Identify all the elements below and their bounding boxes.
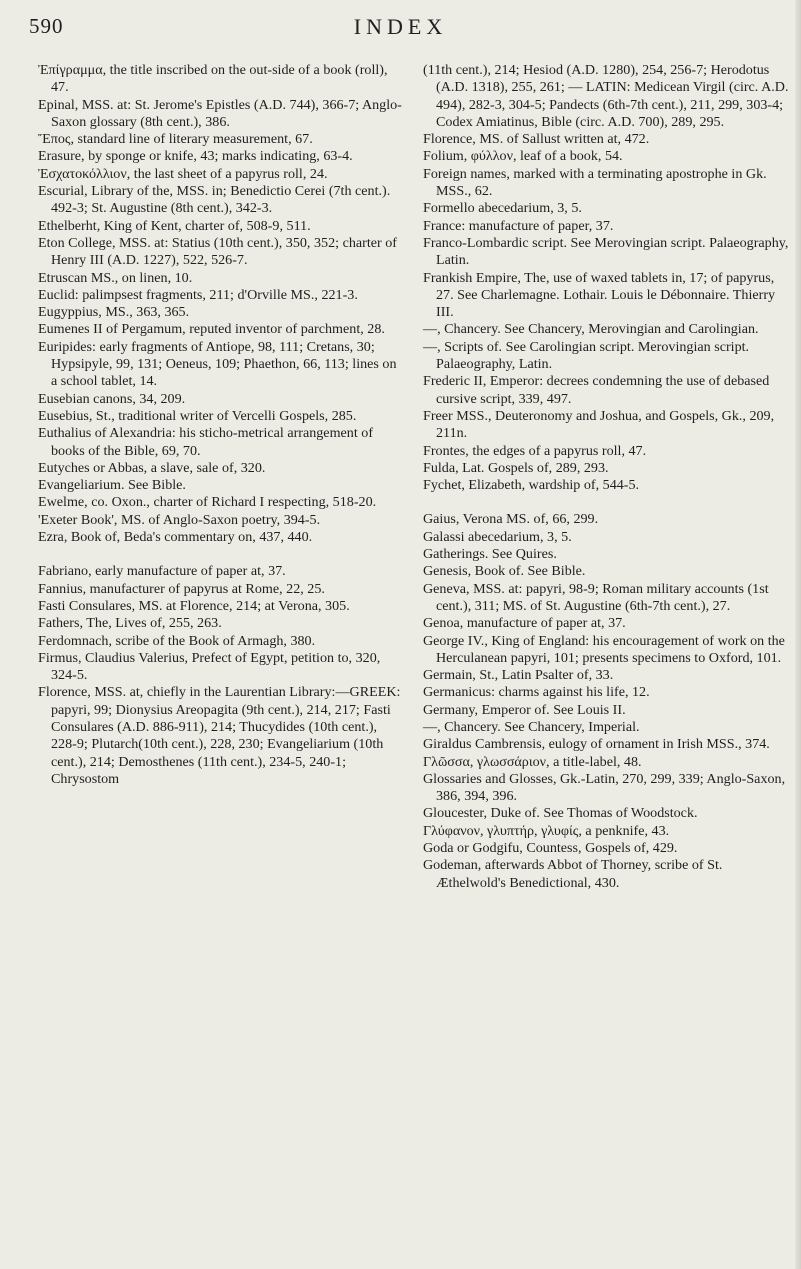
index-entry: Germanicus: charms against his life, 12. — [423, 684, 650, 701]
index-entry: Eugyppius, MS., 363, 365. — [38, 304, 190, 321]
index-entry: Ἐσχατοκόλλιον, the last sheet of a papyrus roll, 24. — [38, 165, 328, 182]
index-entry: Frederic II, Emperor: decrees condemning the use of debased cursive script, 339, 497. — [423, 373, 770, 407]
index-entry: Frankish Empire, The, use of waxed tablets in, 17; of papyrus, 27. See Charlemagne. Lothair. Louis le Débonnaire. Thierry III. — [423, 269, 776, 321]
index-entry: Eutyches or Abbas, a slave, sale of, 320. — [38, 459, 266, 476]
index-entry: Glossaries and Glosses, Gk.-Latin, 270, 299, 339; Anglo-Saxon, 386, 394, 396. — [423, 770, 786, 805]
index-entry: Giraldus Cambrensis, eulogy of ornament in Irish MSS., 374. — [423, 736, 770, 753]
index-entry: Euclid: palimpsest fragments, 211; d'Orville MS., 221-3. — [38, 286, 358, 303]
left-column — [38, 62, 404, 788]
index-entry: Formello abecedarium, 3, 5. — [423, 200, 582, 217]
section-gap — [423, 494, 789, 511]
index-entry: Ἔπος, standard line of literary measurement, 67. — [38, 131, 313, 148]
index-entry: Ἐπίγραμμα, the title inscribed on the out-side of a book (roll), 47. — [38, 62, 388, 96]
index-entry: Eton College, MSS. at: Statius (10th cent.), 350, 352; charter of Henry III (A.D. 1227), 522, 526-7. — [38, 234, 397, 269]
index-entry: Ezra, Book of, Beda's commentary on, 437, 440. — [38, 529, 313, 546]
index-entry: Gatherings. See Quires. — [423, 546, 557, 563]
index-entry: Germany, Emperor of. See Louis II. — [423, 701, 626, 718]
page-number: 590 — [29, 14, 64, 38]
index-entry: Florence, MSS. at, chiefly in the Laurentian Library:—GREEK: papyri, 99; Dionysius Areopagita (9th cent.), 214, 217; Fasti Consulares (A.D. 886-911), 214; Thucydides (10th cent.), 228-9; Plutarch(10th cent.), 228, 230; Evangeliarium (10th cent.), 214; Demosthenes (11th cent.), 234-5, 240-1; Chrysostom — [38, 684, 401, 787]
index-entry: Freer MSS., Deuteronomy and Joshua, and Gospels, Gk., 209, 211n. — [423, 407, 775, 442]
index-entry: Fasti Consulares, MS. at Florence, 214; at Verona, 305. — [38, 597, 350, 614]
index-entry: George IV., King of England: his encouragement of work on the Herculanean papyri, 101; presents specimens to Oxford, 101. — [423, 632, 785, 666]
index-entry: Godeman, afterwards Abbot of Thorney, scribe of St. Æthelwold's Benedictional, 430. — [423, 857, 723, 891]
index-entry: Epinal, MSS. at: St. Jerome's Epistles (A.D. 744), 366-7; Anglo-Saxon glossary (8th cent.), 386. — [38, 96, 402, 130]
index-entry: Γλῶσσα, γλωσσάριον, a title-label, 48. — [423, 753, 642, 770]
right-column — [423, 62, 789, 892]
index-entry: Euripides: early fragments of Antiope, 98, 111; Cretans, 30; Hypsipyle, 99, 131; Oeneus, 109; Phaethon, 66, 113; lines on a school tablet, 14. — [38, 338, 397, 390]
index-entry: Erasure, by sponge or knife, 43; marks indicating, 63-4. — [38, 148, 353, 165]
index-entry: Gloucester, Duke of. See Thomas of Woodstock. — [423, 805, 698, 822]
index-entry: Ewelme, co. Oxon., charter of Richard I respecting, 518-20. — [38, 494, 377, 511]
index-entry: Fathers, The, Lives of, 255, 263. — [38, 615, 222, 632]
page-edge — [795, 0, 801, 1269]
index-entry: Galassi abecedarium, 3, 5. — [423, 528, 572, 545]
index-entry: Eumenes II of Pergamum, reputed inventor of parchment, 28. — [38, 321, 385, 338]
index-entry: Escurial, Library of the, MSS. in; Benedictio Cerei (7th cent.). 492-3; St. Augustine (8th cent.), 342-3. — [38, 183, 391, 217]
index-entry: Genesis, Book of. See Bible. — [423, 563, 586, 580]
index-entry: Firmus, Claudius Valerius, Prefect of Egypt, petition to, 320, 324-5. — [38, 649, 381, 684]
index-entry: Franco-Lombardic script. See Merovingian script. Palaeography, Latin. — [423, 234, 789, 269]
index-entry: Gaius, Verona MS. of, 66, 299. — [423, 511, 599, 528]
index-entry: Florence, MS. of Sallust written at, 472. — [423, 131, 650, 148]
index-entry: Eusebius, St., traditional writer of Vercelli Gospels, 285. — [38, 407, 357, 424]
index-entry: Fulda, Lat. Gospels of, 289, 293. — [423, 459, 609, 476]
index-entry: 'Exeter Book', MS. of Anglo-Saxon poetry, 394-5. — [38, 511, 321, 528]
index-entry: Foreign names, marked with a terminating apostrophe in Gk. MSS., 62. — [423, 165, 767, 200]
index-entry: Eusebian canons, 34, 209. — [38, 390, 186, 407]
index-entry: (11th cent.), 214; Hesiod (A.D. 1280), 254, 256-7; Herodotus (A.D. 1318), 255, 261; — LATIN: Medicean Virgil (circ. A.D. 494), 282-3, 304-5; Pandects (6th-7th cent.), 211, 299, 303-4; Codex Amiatinus, Bible (circ. A.D. 700), 289, 295. — [423, 62, 789, 130]
page-title: INDEX — [353, 14, 448, 39]
index-entry: Evangeliarium. See Bible. — [38, 477, 186, 494]
index-entry: Goda or Godgifu, Countess, Gospels of, 429. — [423, 840, 678, 857]
index-entry: France: manufacture of paper, 37. — [423, 217, 614, 234]
index-entry: —, Scripts of. See Carolingian script. Merovingian script. Palaeography, Latin. — [423, 338, 750, 373]
index-entry: Ferdomnach, scribe of the Book of Armagh, 380. — [38, 632, 316, 649]
index-entry: Folium, φύλλον, leaf of a book, 54. — [423, 148, 623, 165]
index-entry: —, Chancery. See Chancery, Imperial. — [423, 718, 640, 735]
section-gap — [38, 546, 404, 563]
index-entry: Etruscan MS., on linen, 10. — [38, 269, 193, 286]
index-entry: Γλύφανον, γλυπτήρ, γλυφίς, a penknife, 43. — [423, 822, 670, 839]
index-entry: Geneva, MSS. at: papyri, 98-9; Roman military accounts (1st cent.), 311; MS. of St. Augustine (6th-7th cent.), 27. — [423, 580, 769, 614]
index-entry: Fannius, manufacturer of papyrus at Rome, 22, 25. — [38, 580, 325, 597]
index-entry: Germain, St., Latin Psalter of, 33. — [423, 667, 614, 684]
index-entry: Frontes, the edges of a papyrus roll, 47. — [423, 442, 647, 459]
index-entry: Fabriano, early manufacture of paper at, 37. — [38, 563, 286, 580]
index-entry: —, Chancery. See Chancery, Merovingian and Carolingian. — [423, 321, 759, 338]
index-entry: Fychet, Elizabeth, wardship of, 544-5. — [423, 477, 640, 494]
index-entry: Euthalius of Alexandria: his sticho-metrical arrangement of books of the Bible, 69, 70. — [38, 425, 374, 459]
index-entry: Genoa, manufacture of paper at, 37. — [423, 615, 626, 632]
index-entry: Ethelberht, King of Kent, charter of, 508-9, 511. — [38, 217, 311, 234]
